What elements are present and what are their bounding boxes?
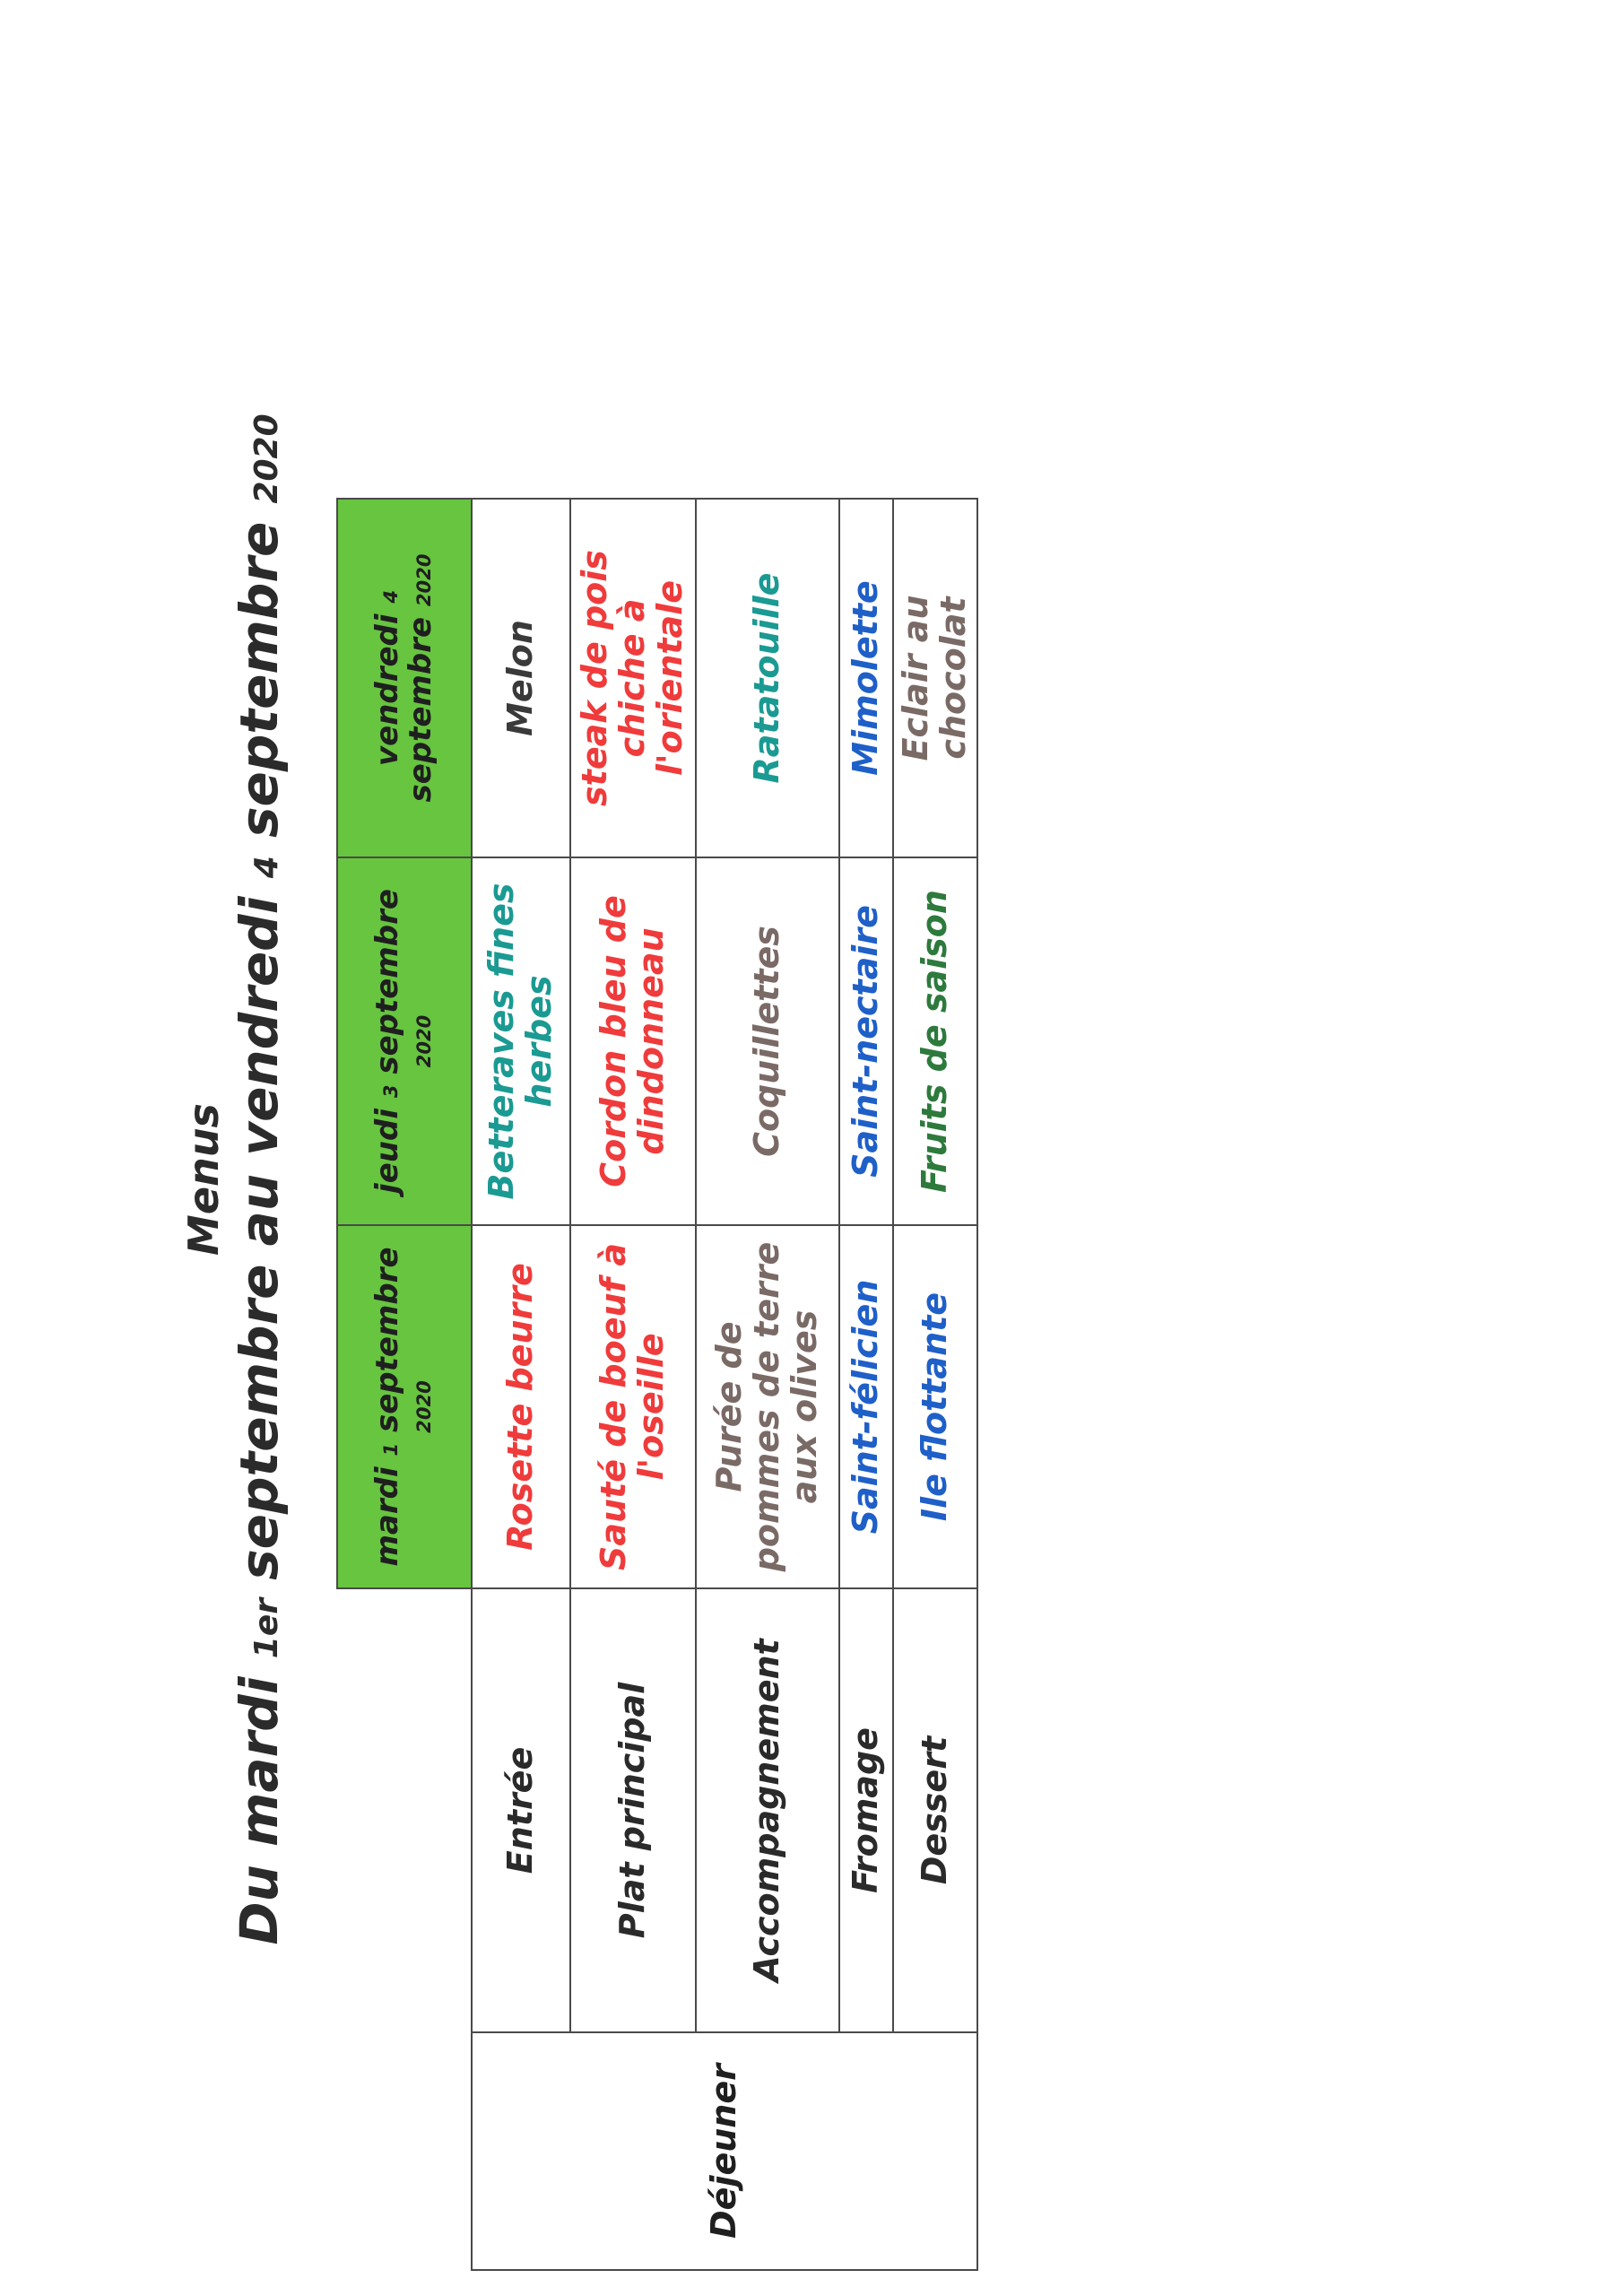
course-label: Accompagnement — [696, 1588, 839, 2032]
day-month: septembre — [369, 889, 405, 1074]
course-label: Dessert — [893, 1588, 977, 2032]
subtitle-year: 2020 — [248, 413, 285, 504]
dish-cell: Mimolette — [839, 499, 893, 857]
dish-cell: Rosette beurre — [472, 1225, 570, 1588]
dish-cell: Purée de pommes de terre aux olives — [696, 1225, 839, 1588]
day-name: vendredi — [369, 613, 405, 767]
subtitle-day2: 4 — [248, 856, 285, 879]
day-number: 4 — [378, 589, 402, 604]
empty-corner — [337, 2032, 472, 2270]
course-label: Plat principal — [570, 1588, 696, 2032]
dish-cell: Ile flottante — [893, 1225, 977, 1588]
subtitle-day1: 1er — [248, 1598, 285, 1659]
subtitle-part2: septembre au vendredi — [229, 878, 290, 1599]
course-row-entree — [472, 499, 570, 2270]
day-header-thursday — [337, 857, 472, 1225]
header-row — [337, 499, 472, 2270]
dish-cell: Saint-nectaire — [839, 857, 893, 1225]
meal-label: Déjeuner — [472, 2032, 977, 2270]
dish-cell: steak de pois chiche à l'orientale — [570, 499, 696, 857]
day-number: 3 — [378, 1084, 402, 1099]
subtitle-part1: Du mardi — [229, 1658, 290, 1945]
subtitle-part3: septembre — [229, 503, 290, 857]
course-label: Fromage — [839, 1588, 893, 2032]
dish-cell: Eclair au chocolat — [893, 499, 977, 857]
dish-cell: Coquillettes — [696, 857, 839, 1225]
course-row-accompagnement — [696, 499, 839, 2270]
day-name: mardi — [369, 1466, 405, 1567]
day-year: 2020 — [412, 1380, 435, 1433]
course-row-plat — [570, 499, 696, 2270]
day-year: 2020 — [412, 1014, 435, 1068]
dish-cell: Melon — [472, 499, 570, 857]
dish-cell: Fruits de saison — [893, 857, 977, 1225]
course-label: Entrée — [472, 1588, 570, 2032]
day-header-tuesday — [337, 1225, 472, 1588]
dish-cell: Sauté de boeuf à l'oseille — [570, 1225, 696, 1588]
day-month: septembre — [369, 1247, 405, 1433]
dish-cell: Cordon bleu de dindonneau — [570, 857, 696, 1225]
course-row-dessert — [893, 499, 977, 2270]
day-header-friday — [337, 499, 472, 857]
day-year: 2020 — [412, 553, 435, 607]
empty-corner — [337, 1588, 472, 2032]
day-month: septembre — [403, 616, 438, 803]
course-row-fromage — [839, 499, 893, 2270]
page-title: Menus — [179, 1103, 228, 1256]
dish-cell: Saint-félicien — [839, 1225, 893, 1588]
menu-table — [336, 498, 978, 2271]
day-number: 1 — [378, 1442, 402, 1457]
day-name: jeudi — [369, 1109, 405, 1194]
page-subtitle — [229, 63, 290, 2296]
dish-cell: Betteraves fines herbes — [472, 857, 570, 1225]
dish-cell: Ratatouille — [696, 499, 839, 857]
